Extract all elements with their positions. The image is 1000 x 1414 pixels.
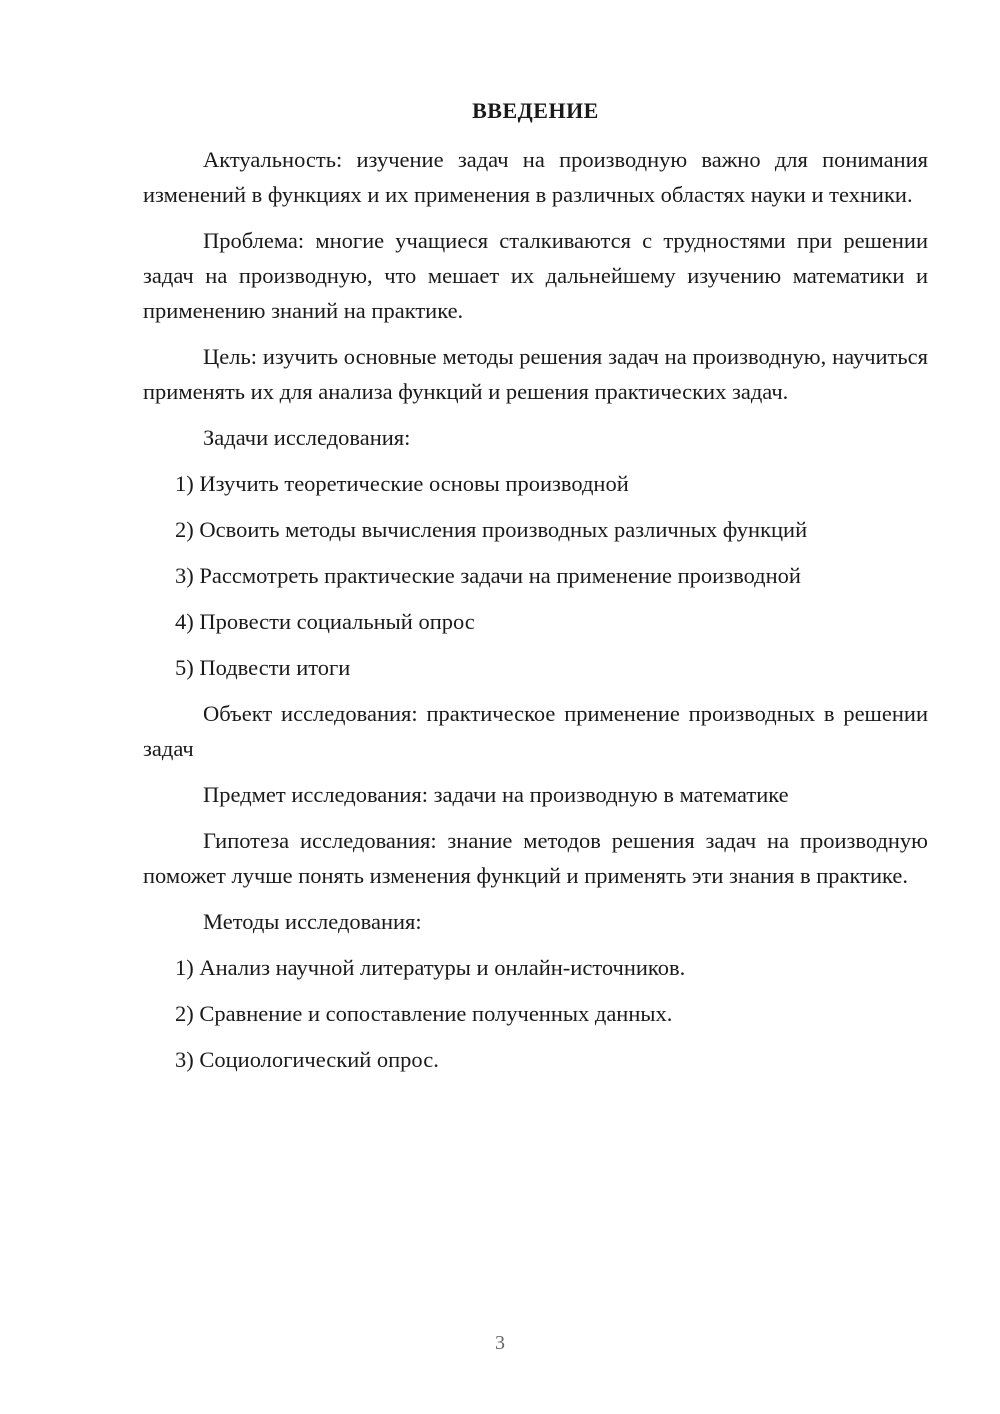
method-item: 2) Сравнение и сопоставление полученных данных. bbox=[175, 1001, 673, 1026]
task-item: 2) Освоить методы вычисления производных различных функций bbox=[175, 517, 808, 542]
task-item: 1) Изучить теоретические основы производной bbox=[175, 471, 629, 496]
task-item: 3) Рассмотреть практические задачи на применение производной bbox=[175, 563, 801, 588]
task-item: 4) Провести социальный опрос bbox=[175, 609, 475, 634]
method-item: 1) Анализ научной литературы и онлайн-источников. bbox=[175, 955, 686, 980]
paragraph-goal: Цель: изучить основные методы решения задач на производную, научиться применять их для анализа функций и решения практических задач. bbox=[143, 344, 928, 404]
method-item: 3) Социологический опрос. bbox=[175, 1047, 439, 1072]
paragraph-object: Объект исследования: практическое применение производных в решении задач bbox=[143, 701, 928, 761]
tasks-heading: Задачи исследования: bbox=[203, 425, 411, 450]
page-number: 3 bbox=[495, 1332, 505, 1354]
task-item: 5) Подвести итоги bbox=[175, 655, 351, 680]
section-title: ВВЕДЕНИЕ bbox=[472, 98, 599, 123]
methods-heading: Методы исследования: bbox=[203, 909, 422, 934]
paragraph-problem: Проблема: многие учащиеся сталкиваются с трудностями при решении задач на производную, что мешает их дальнейшему изучению математики и применению знаний на практике. bbox=[143, 228, 928, 323]
paragraph-relevance: Актуальность: изучение задач на производную важно для понимания изменений в функциях и их применения в различных областях науки и техники. bbox=[143, 147, 928, 207]
document-body bbox=[143, 142, 928, 1088]
paragraph-subject: Предмет исследования: задачи на производную в математике bbox=[203, 782, 789, 807]
paragraph-hypothesis: Гипотеза исследования: знание методов решения задач на производную поможет лучше понять изменения функций и применять эти знания в практике. bbox=[143, 828, 928, 888]
